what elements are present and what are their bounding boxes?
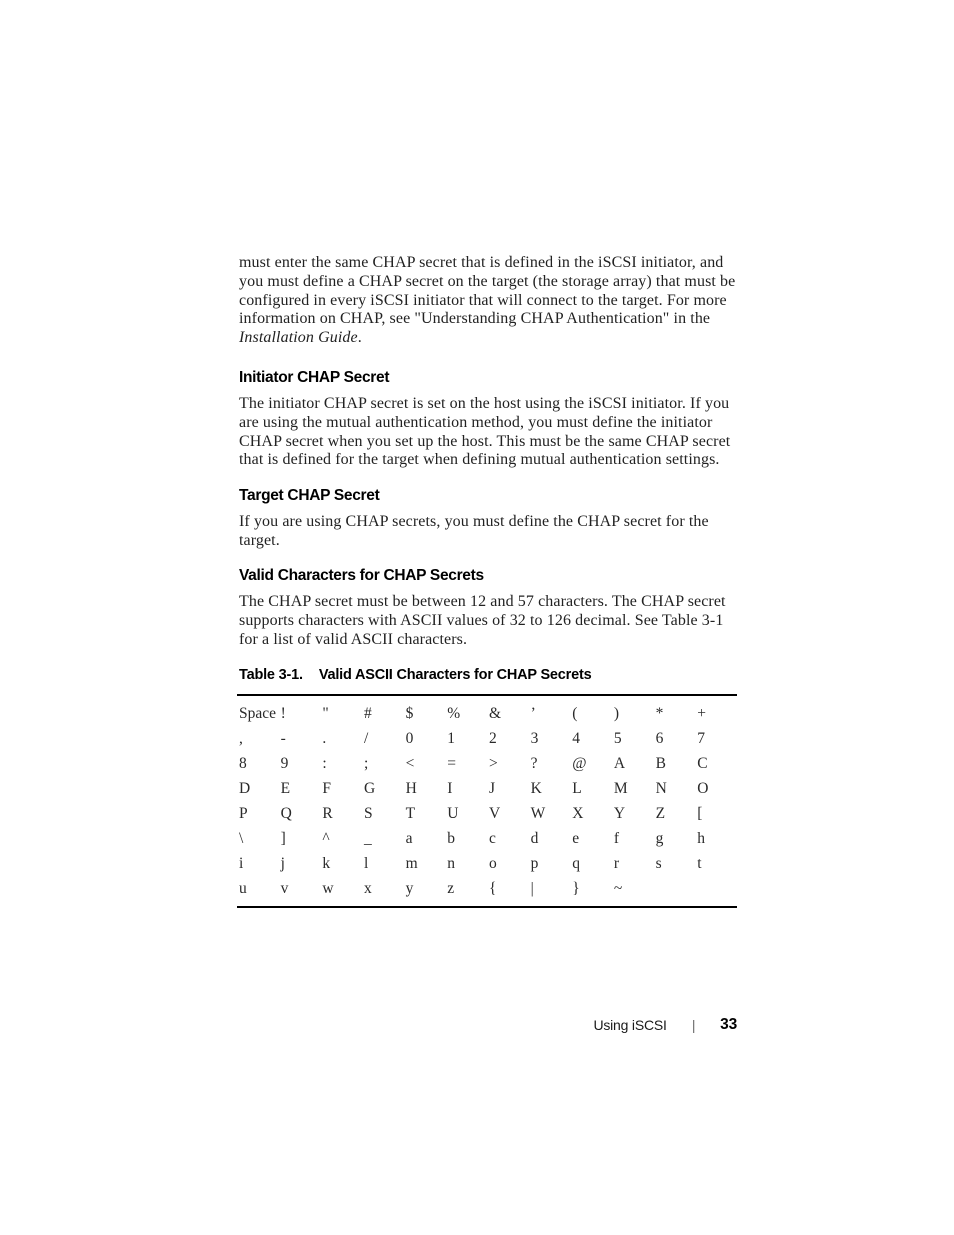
ascii-char-cell: ] xyxy=(280,830,286,847)
ascii-char-cell: 5 xyxy=(613,730,622,747)
heading-initiator-chap-secret: Initiator CHAP Secret xyxy=(239,369,390,386)
ascii-char-cell: o xyxy=(488,855,497,872)
paragraph-valid-characters: The CHAP secret must be between 12 and 57 characters. The CHAP secret supports characters with ASCII values of 32 to 126 decimal. See Table 3-1 for a list of valid ASCII characters. xyxy=(239,593,726,648)
table-row xyxy=(237,776,737,801)
ascii-char-cell: G xyxy=(363,780,376,797)
ascii-char-cell: g xyxy=(655,830,664,847)
ascii-char-cell xyxy=(654,876,696,907)
ascii-char-cell: W xyxy=(530,805,546,822)
ascii-char-cell: 7 xyxy=(697,730,705,747)
ascii-char-cell: ? xyxy=(530,755,538,772)
table-caption-title: Valid ASCII Characters for CHAP Secrets xyxy=(318,667,592,683)
ascii-char-cell: / xyxy=(363,730,369,747)
ascii-char-cell: _ xyxy=(363,830,372,847)
ascii-char-cell: : xyxy=(322,755,327,772)
ascii-char-cell: 1 xyxy=(447,730,456,747)
ascii-char-cell: k xyxy=(322,855,331,872)
table-row xyxy=(237,726,737,751)
ascii-char-cell: y xyxy=(405,880,414,897)
ascii-char-cell: ) xyxy=(613,705,620,722)
ascii-char-cell: % xyxy=(447,705,461,722)
ascii-char-cell: B xyxy=(655,755,666,772)
paragraph-target-chap-secret: If you are using CHAP secrets, you must define the CHAP secret for the target. xyxy=(239,513,709,549)
ascii-char-cell: 4 xyxy=(572,730,580,747)
ascii-char-cell: a xyxy=(405,830,413,847)
ascii-char-cell: 9 xyxy=(280,755,289,772)
ascii-char-cell: p xyxy=(530,855,539,872)
ascii-char-cell: I xyxy=(447,780,453,797)
ascii-char-cell: ~ xyxy=(613,880,623,897)
ascii-char-cell: V xyxy=(488,805,501,822)
page-footer xyxy=(239,1016,737,1034)
ascii-char-cell: r xyxy=(613,855,620,872)
table-caption-label: Table 3-1. xyxy=(239,667,303,683)
ascii-char-cell: - xyxy=(280,730,286,747)
ascii-char-cell: > xyxy=(488,755,498,772)
ascii-char-cell: 0 xyxy=(405,730,414,747)
table-row xyxy=(237,826,737,851)
ascii-char-cell: 6 xyxy=(655,730,664,747)
ascii-char-cell: n xyxy=(447,855,456,872)
ascii-characters-table xyxy=(237,694,737,908)
ascii-char-cell: , xyxy=(239,730,243,747)
ascii-char-cell: 8 xyxy=(239,755,247,772)
ascii-char-cell: w xyxy=(322,880,334,897)
ascii-char-cell: q xyxy=(572,855,580,872)
ascii-char-cell: [ xyxy=(697,805,703,822)
ascii-char-cell: K xyxy=(530,780,542,797)
ascii-char-cell: ’ xyxy=(530,705,536,722)
ascii-char-cell: z xyxy=(447,880,455,897)
ascii-char-cell: t xyxy=(697,855,702,872)
ascii-char-cell: 3 xyxy=(530,730,539,747)
ascii-char-cell: * xyxy=(655,705,664,722)
ascii-char-cell: # xyxy=(363,705,372,722)
heading-valid-characters: Valid Characters for CHAP Secrets xyxy=(239,567,484,584)
ascii-char-cell: ^ xyxy=(322,830,330,847)
intro-paragraph xyxy=(239,254,742,348)
intro-text: must enter the same CHAP secret that is defined in the iSCSI initiator, and you must define a CHAP secret on the target (the storage array) that must be configured in every iSCSI initiator that will connect to the target. For more information on CHAP, see "Understanding CHAP Authentication" in the xyxy=(239,254,736,328)
ascii-char-cell: J xyxy=(488,780,495,797)
ascii-char-cell: s xyxy=(655,855,662,872)
ascii-char-cell: D xyxy=(239,780,251,797)
ascii-char-cell: ! xyxy=(280,705,286,722)
ascii-char-cell: i xyxy=(239,855,244,872)
ascii-char-cell: A xyxy=(613,755,626,772)
heading-target-chap-secret: Target CHAP Secret xyxy=(239,487,380,504)
ascii-char-cell: F xyxy=(322,780,331,797)
ascii-char-cell: E xyxy=(280,780,291,797)
table-row xyxy=(237,695,737,726)
ascii-char-cell: P xyxy=(239,805,248,822)
intro-italic-title: Installation Guide xyxy=(239,329,358,347)
ascii-char-cell: ( xyxy=(572,705,578,722)
ascii-char-cell: = xyxy=(447,755,457,772)
ascii-char-cell: S xyxy=(363,805,373,822)
ascii-char-cell: b xyxy=(447,830,456,847)
ascii-char-cell xyxy=(695,876,737,907)
ascii-char-cell: $ xyxy=(405,705,414,722)
table-row xyxy=(237,851,737,876)
ascii-char-cell: U xyxy=(447,805,459,822)
ascii-char-cell: + xyxy=(697,705,706,722)
ascii-char-cell: { xyxy=(488,880,497,897)
ascii-char-cell: \ xyxy=(239,830,244,847)
ascii-char-cell: < xyxy=(405,755,415,772)
ascii-char-cell: } xyxy=(572,880,580,897)
table-row xyxy=(237,876,737,907)
paragraph-initiator-chap-secret: The initiator CHAP secret is set on the host using the iSCSI initiator. If you are using the mutual authentication method, you must define the initiator CHAP secret when you set up the host. This must be the same CHAP secret that is defined for the target when defining mutual authentication settings. xyxy=(239,395,731,469)
ascii-char-cell: M xyxy=(613,780,628,797)
ascii-char-cell: R xyxy=(322,805,333,822)
table-row xyxy=(237,801,737,826)
ascii-char-cell: & xyxy=(488,705,501,722)
ascii-char-cell: | xyxy=(530,880,534,897)
ascii-char-cell: u xyxy=(239,880,247,897)
footer-separator: | xyxy=(692,1017,695,1033)
ascii-char-cell: v xyxy=(280,880,289,897)
ascii-char-cell: T xyxy=(405,805,416,822)
intro-end: . xyxy=(357,329,362,347)
ascii-char-cell: m xyxy=(405,855,418,872)
ascii-char-cell: Z xyxy=(655,805,666,822)
ascii-table-body xyxy=(237,695,737,907)
ascii-char-cell: x xyxy=(363,880,372,897)
ascii-char-cell: . xyxy=(322,730,327,747)
ascii-char-cell: f xyxy=(613,830,620,847)
ascii-char-cell: C xyxy=(697,755,708,772)
ascii-char-cell: Y xyxy=(613,805,626,822)
ascii-char-cell: d xyxy=(530,830,539,847)
ascii-char-cell: c xyxy=(488,830,496,847)
ascii-char-cell: l xyxy=(363,855,369,872)
ascii-char-cell: Q xyxy=(280,805,292,822)
ascii-char-cell: ; xyxy=(363,755,369,772)
ascii-char-cell: N xyxy=(655,780,667,797)
ascii-char-cell: H xyxy=(405,780,417,797)
ascii-char-cell: X xyxy=(572,805,584,822)
ascii-char-cell: h xyxy=(697,830,705,847)
ascii-char-cell: O xyxy=(697,780,709,797)
ascii-char-cell: " xyxy=(322,705,329,722)
table-row xyxy=(237,751,737,776)
ascii-char-cell: 2 xyxy=(488,730,497,747)
ascii-char-cell: @ xyxy=(572,755,587,772)
footer-page-number: 33 xyxy=(720,1016,737,1033)
ascii-char-cell: Space xyxy=(239,705,277,722)
ascii-char-cell: e xyxy=(572,830,580,847)
footer-section-title: Using iSCSI xyxy=(593,1017,667,1033)
table-caption xyxy=(239,667,591,683)
ascii-char-cell: L xyxy=(572,780,582,797)
ascii-char-cell: j xyxy=(280,855,285,872)
